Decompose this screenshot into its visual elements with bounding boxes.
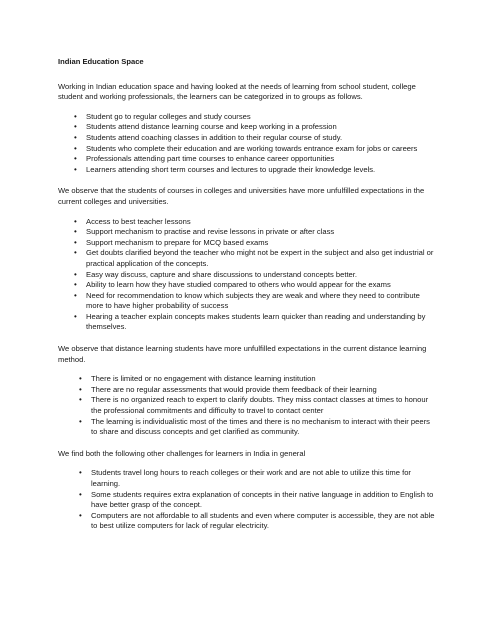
college-paragraph: We observe that the students of courses in colleges and universities have more unfulfilled expectations in the current colleges and universities. (58, 186, 425, 206)
challenges-list (58, 468, 438, 532)
list-item: • Get doubts clarified beyond the teacher who might not be expert in the subject and also get industrial or practical application of the concepts. (86, 248, 438, 269)
list-item: • Computers are not affordable to all students and even where computer is accessible, they are not able to best utilize computers for lack of regular electricity. (91, 511, 438, 532)
learner-groups-list (58, 112, 438, 176)
list-item: • Learners attending short term courses and lectures to upgrade their knowledge levels. (86, 165, 438, 176)
list-item: • Some students requires extra explanation of concepts in their native language in addition to English to have better grasp of the concept. (91, 490, 438, 511)
list-item: • Support mechanism to practise and revise lessons in private or after class (86, 227, 438, 238)
document-title: Indian Education Space (58, 57, 144, 66)
list-item: • Need for recommendation to know which subjects they are weak and where they need to contribute more to have higher probability of success (86, 291, 438, 312)
document-body (58, 57, 438, 543)
list-item: • Access to best teacher lessons (86, 217, 438, 228)
list-item: • There are no regular assessments that would provide them feedback of their learning (91, 385, 438, 396)
list-item: • Student go to regular colleges and study courses (86, 112, 438, 123)
list-item: • Hearing a teacher explain concepts makes students learn quicker than reading and understanding by themselves. (86, 312, 438, 333)
list-item: • There is limited or no engagement with distance learning institution (91, 374, 438, 385)
list-item: • Students attend coaching classes in addition to their regular course of study. (86, 133, 438, 144)
distance-issues-list (58, 374, 438, 438)
list-item: • Students attend distance learning course and keep working in a profession (86, 122, 438, 133)
list-item: • Students travel long hours to reach colleges or their work and are not able to utilize this time for learning. (91, 468, 438, 489)
list-item: • Ability to learn how they have studied compared to others who would appear for the exams (86, 280, 438, 291)
list-item: • Students who complete their education and are working towards entrance exam for jobs or careers (86, 144, 438, 155)
distance-paragraph: We observe that distance learning students have more unfulfilled expectations in the current distance learning method. (58, 344, 427, 364)
list-item: • There is no organized reach to expert to clarify doubts. They miss contact classes at times to honour the professional commitments and difficulty to travel to contact center (91, 395, 438, 416)
intro-paragraph: Working in Indian education space and having looked at the needs of learning from school student, college student and working professionals, the learners can be categorized in to groups as follows. (58, 81, 416, 102)
list-item: • Easy way discuss, capture and share discussions to understand concepts better. (86, 270, 438, 281)
list-item: • The learning is individualistic most of the times and there is no mechanism to interact with their peers to share and discuss concepts and get clarified as community. (91, 417, 438, 438)
challenges-paragraph: We find both the following other challenges for learners in India in general (58, 448, 306, 458)
college-expectations-list (58, 217, 438, 334)
list-item: • Professionals attending part time courses to enhance career opportunities (86, 154, 438, 165)
list-item: • Support mechanism to prepare for MCQ based exams (86, 238, 438, 249)
